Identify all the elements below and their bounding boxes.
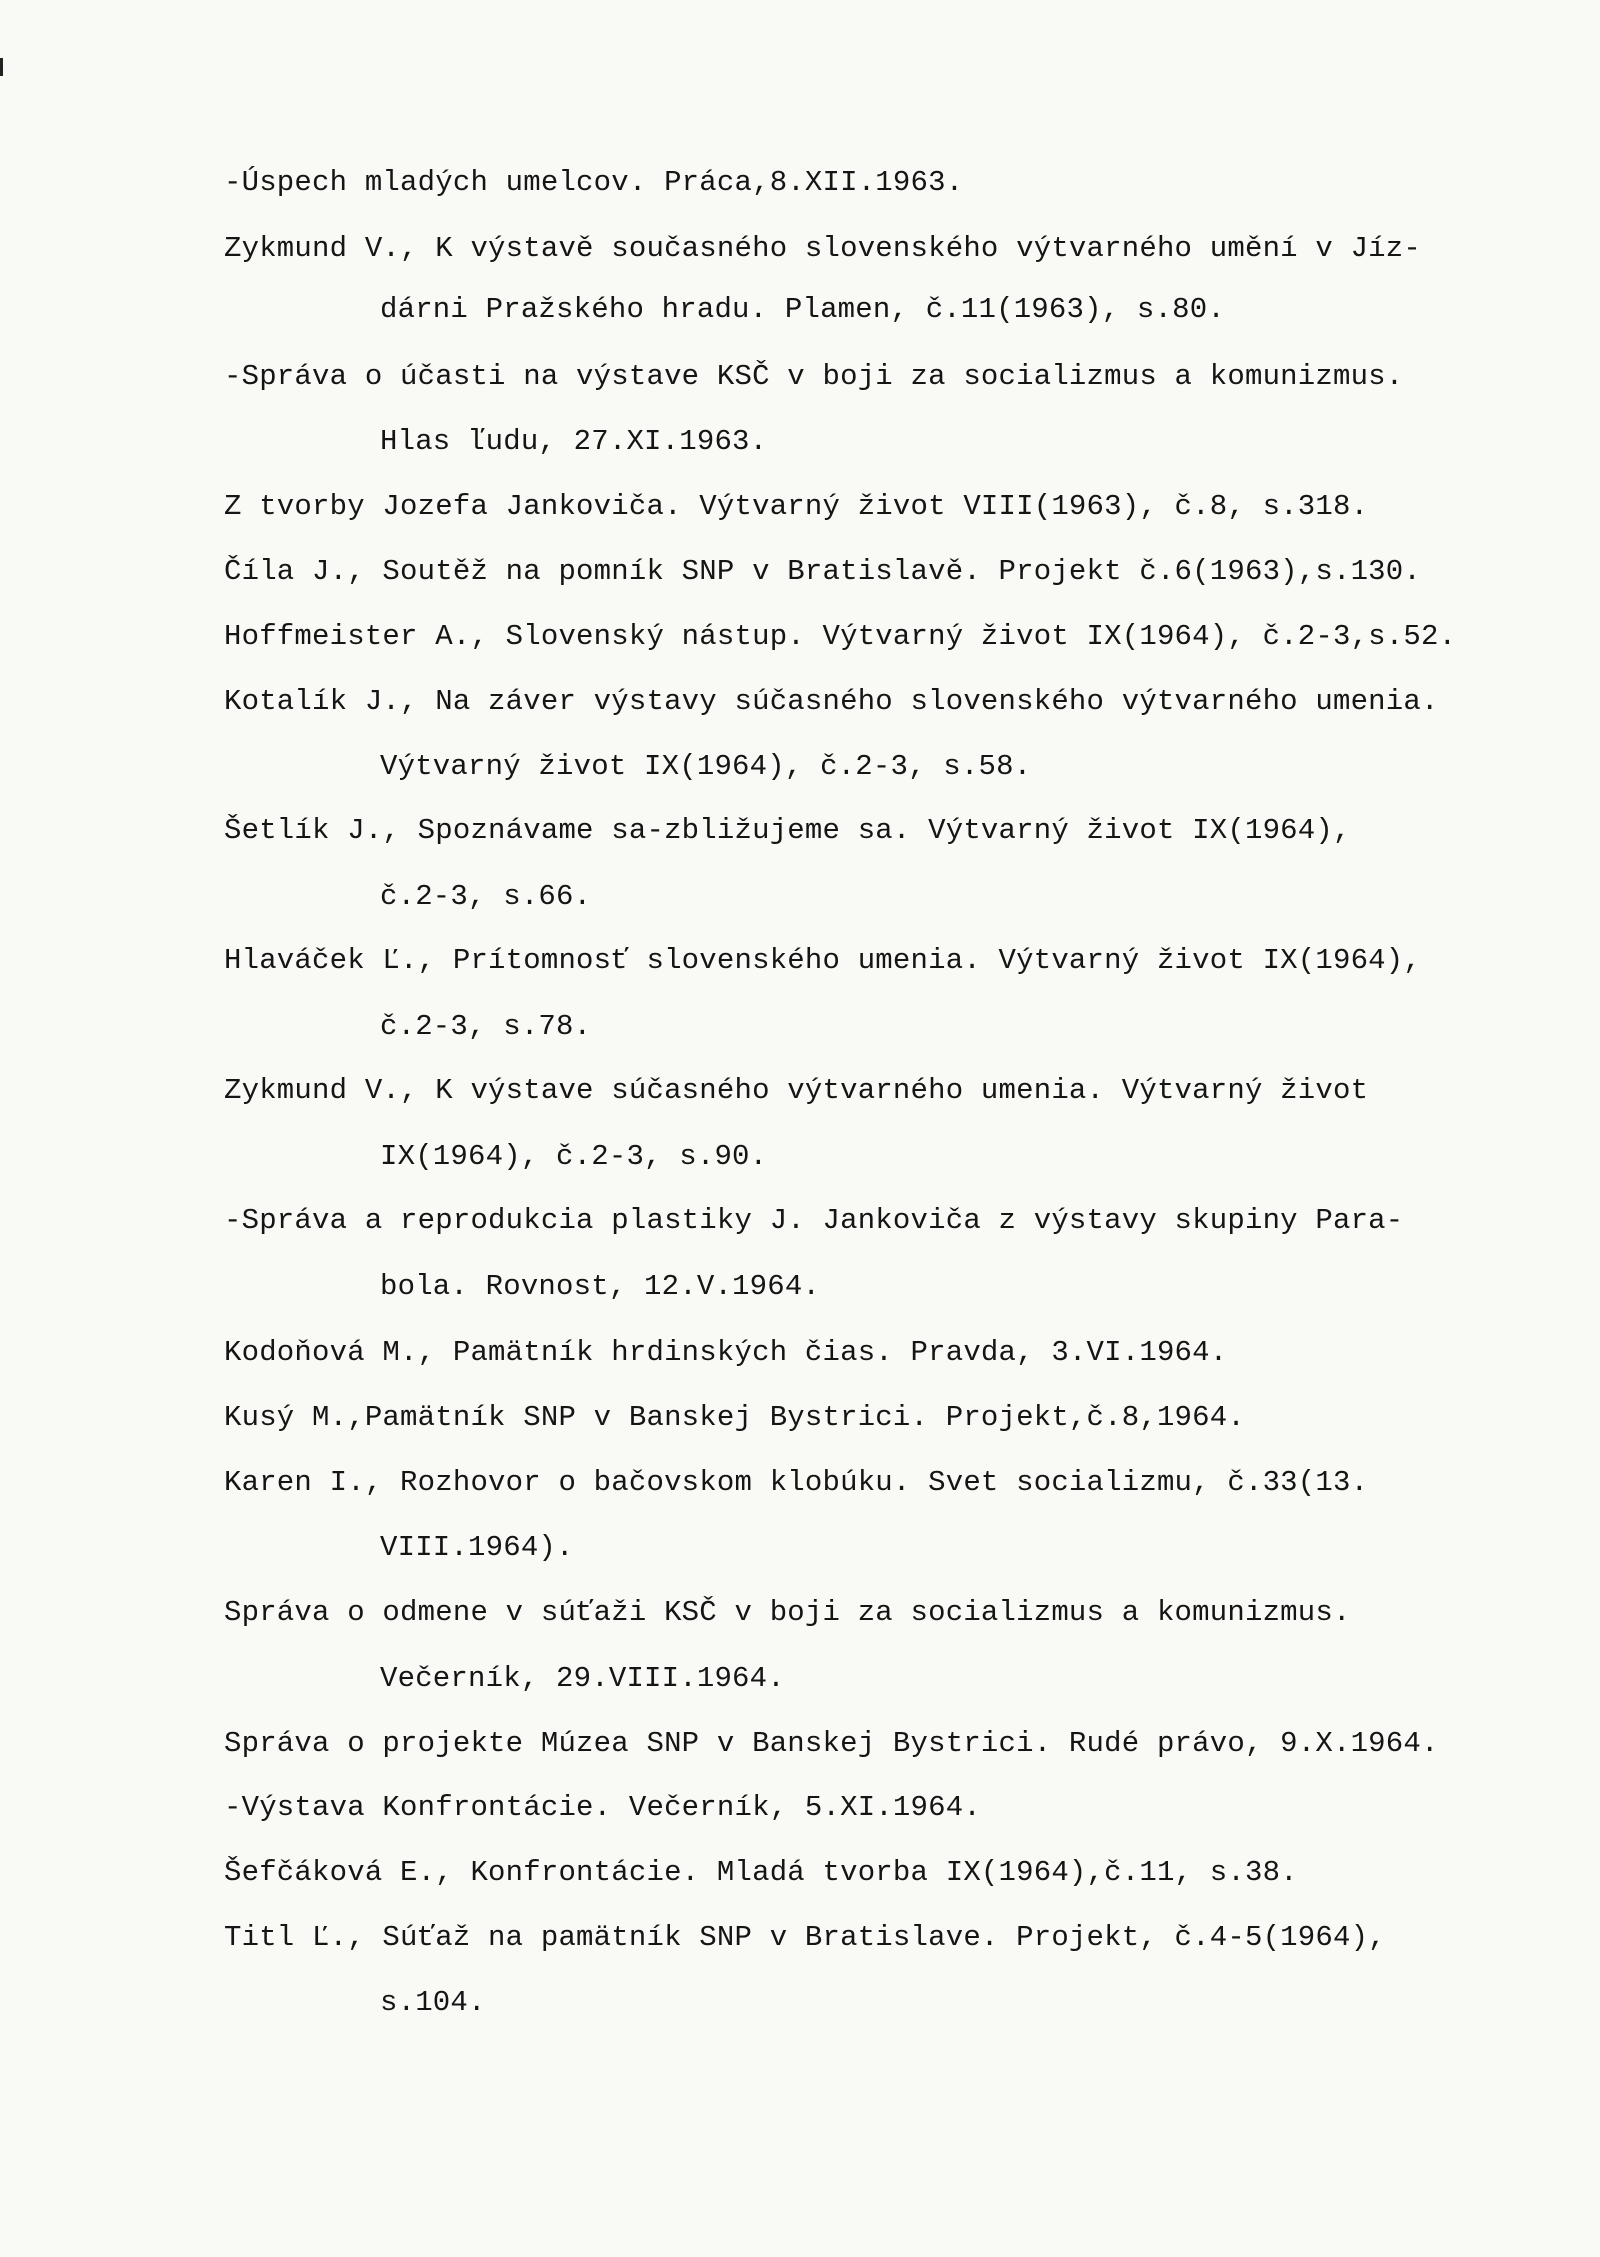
entry-18-line-1: Šefčáková E., Konfrontácie. Mladá tvorba IX(1964),č.11, s.38. — [224, 1856, 1298, 1889]
entry-2-line-2: dárni Pražského hradu. Plamen, č.11(1963), s.80. — [380, 293, 1225, 326]
entry-10-line-1: Zykmund V., K výstave súčasného výtvarného umenia. Výtvarný život — [224, 1074, 1369, 1107]
entry-2-line-1: Zykmund V., K výstavě současného slovenského výtvarného umění v Jíz- — [224, 232, 1421, 265]
entry-5-line-1: Číla J., Soutěž na pomník SNP v Bratislavě. Projekt č.6(1963),s.130. — [224, 555, 1421, 588]
entry-9-line-1: Hlaváček Ľ., Prítomnosť slovenského umenia. Výtvarný život IX(1964), — [224, 944, 1421, 977]
entry-1-line-1: -Úspech mladých umelcov. Práca,8.XII.1963. — [224, 166, 964, 199]
entry-7-line-1: Kotalík J., Na záver výstavy súčasného slovenského výtvarného umenia. — [224, 685, 1439, 718]
entry-11-line-1: -Správa a reprodukcia plastiky J. Jankoviča z výstavy skupiny Para- — [224, 1204, 1404, 1237]
entry-15-line-1: Správa o odmene v súťaži KSČ v boji za socializmus a komunizmus. — [224, 1596, 1351, 1629]
entry-9-line-2: č.2-3, s.78. — [380, 1010, 592, 1043]
entry-14-line-2: VIII.1964). — [380, 1531, 574, 1564]
entry-3-line-1: -Správa o účasti na výstave KSČ v boji za socializmus a komunizmus. — [224, 360, 1404, 393]
entry-17-line-1: -Výstava Konfrontácie. Večerník, 5.XI.1964. — [224, 1791, 981, 1824]
entry-10-line-2: IX(1964), č.2-3, s.90. — [380, 1140, 768, 1173]
entry-7-line-2: Výtvarný život IX(1964), č.2-3, s.58. — [380, 750, 1032, 783]
entry-8-line-2: č.2-3, s.66. — [380, 880, 592, 913]
entry-4-line-1: Z tvorby Jozefa Jankoviča. Výtvarný život VIII(1963), č.8, s.318. — [224, 490, 1369, 523]
entry-3-line-2: Hlas ľudu, 27.XI.1963. — [380, 425, 768, 458]
entry-19-line-1: Titl Ľ., Súťaž na pamätník SNP v Bratislave. Projekt, č.4-5(1964), — [224, 1921, 1386, 1954]
entry-19-line-2: s.104. — [380, 1986, 486, 2019]
entry-14-line-1: Karen I., Rozhovor o bačovskom klobúku. Svet socializmu, č.33(13. — [224, 1466, 1369, 1499]
entry-12-line-1: Kodoňová M., Pamätník hrdinských čias. Pravda, 3.VI.1964. — [224, 1336, 1228, 1369]
entry-15-line-2: Večerník, 29.VIII.1964. — [380, 1662, 785, 1695]
entry-13-line-1: Kusý M.,Pamätník SNP v Banskej Bystrici. Projekt,č.8,1964. — [224, 1401, 1245, 1434]
entry-8-line-1: Šetlík J., Spoznávame sa-zbližujeme sa. Výtvarný život IX(1964), — [224, 814, 1351, 847]
entry-6-line-1: Hoffmeister A., Slovenský nástup. Výtvarný život IX(1964), č.2-3,s.52. — [224, 620, 1457, 653]
entry-11-line-2: bola. Rovnost, 12.V.1964. — [380, 1270, 821, 1303]
entry-16-line-1: Správa o projekte Múzea SNP v Banskej Bystrici. Rudé právo, 9.X.1964. — [224, 1727, 1439, 1760]
